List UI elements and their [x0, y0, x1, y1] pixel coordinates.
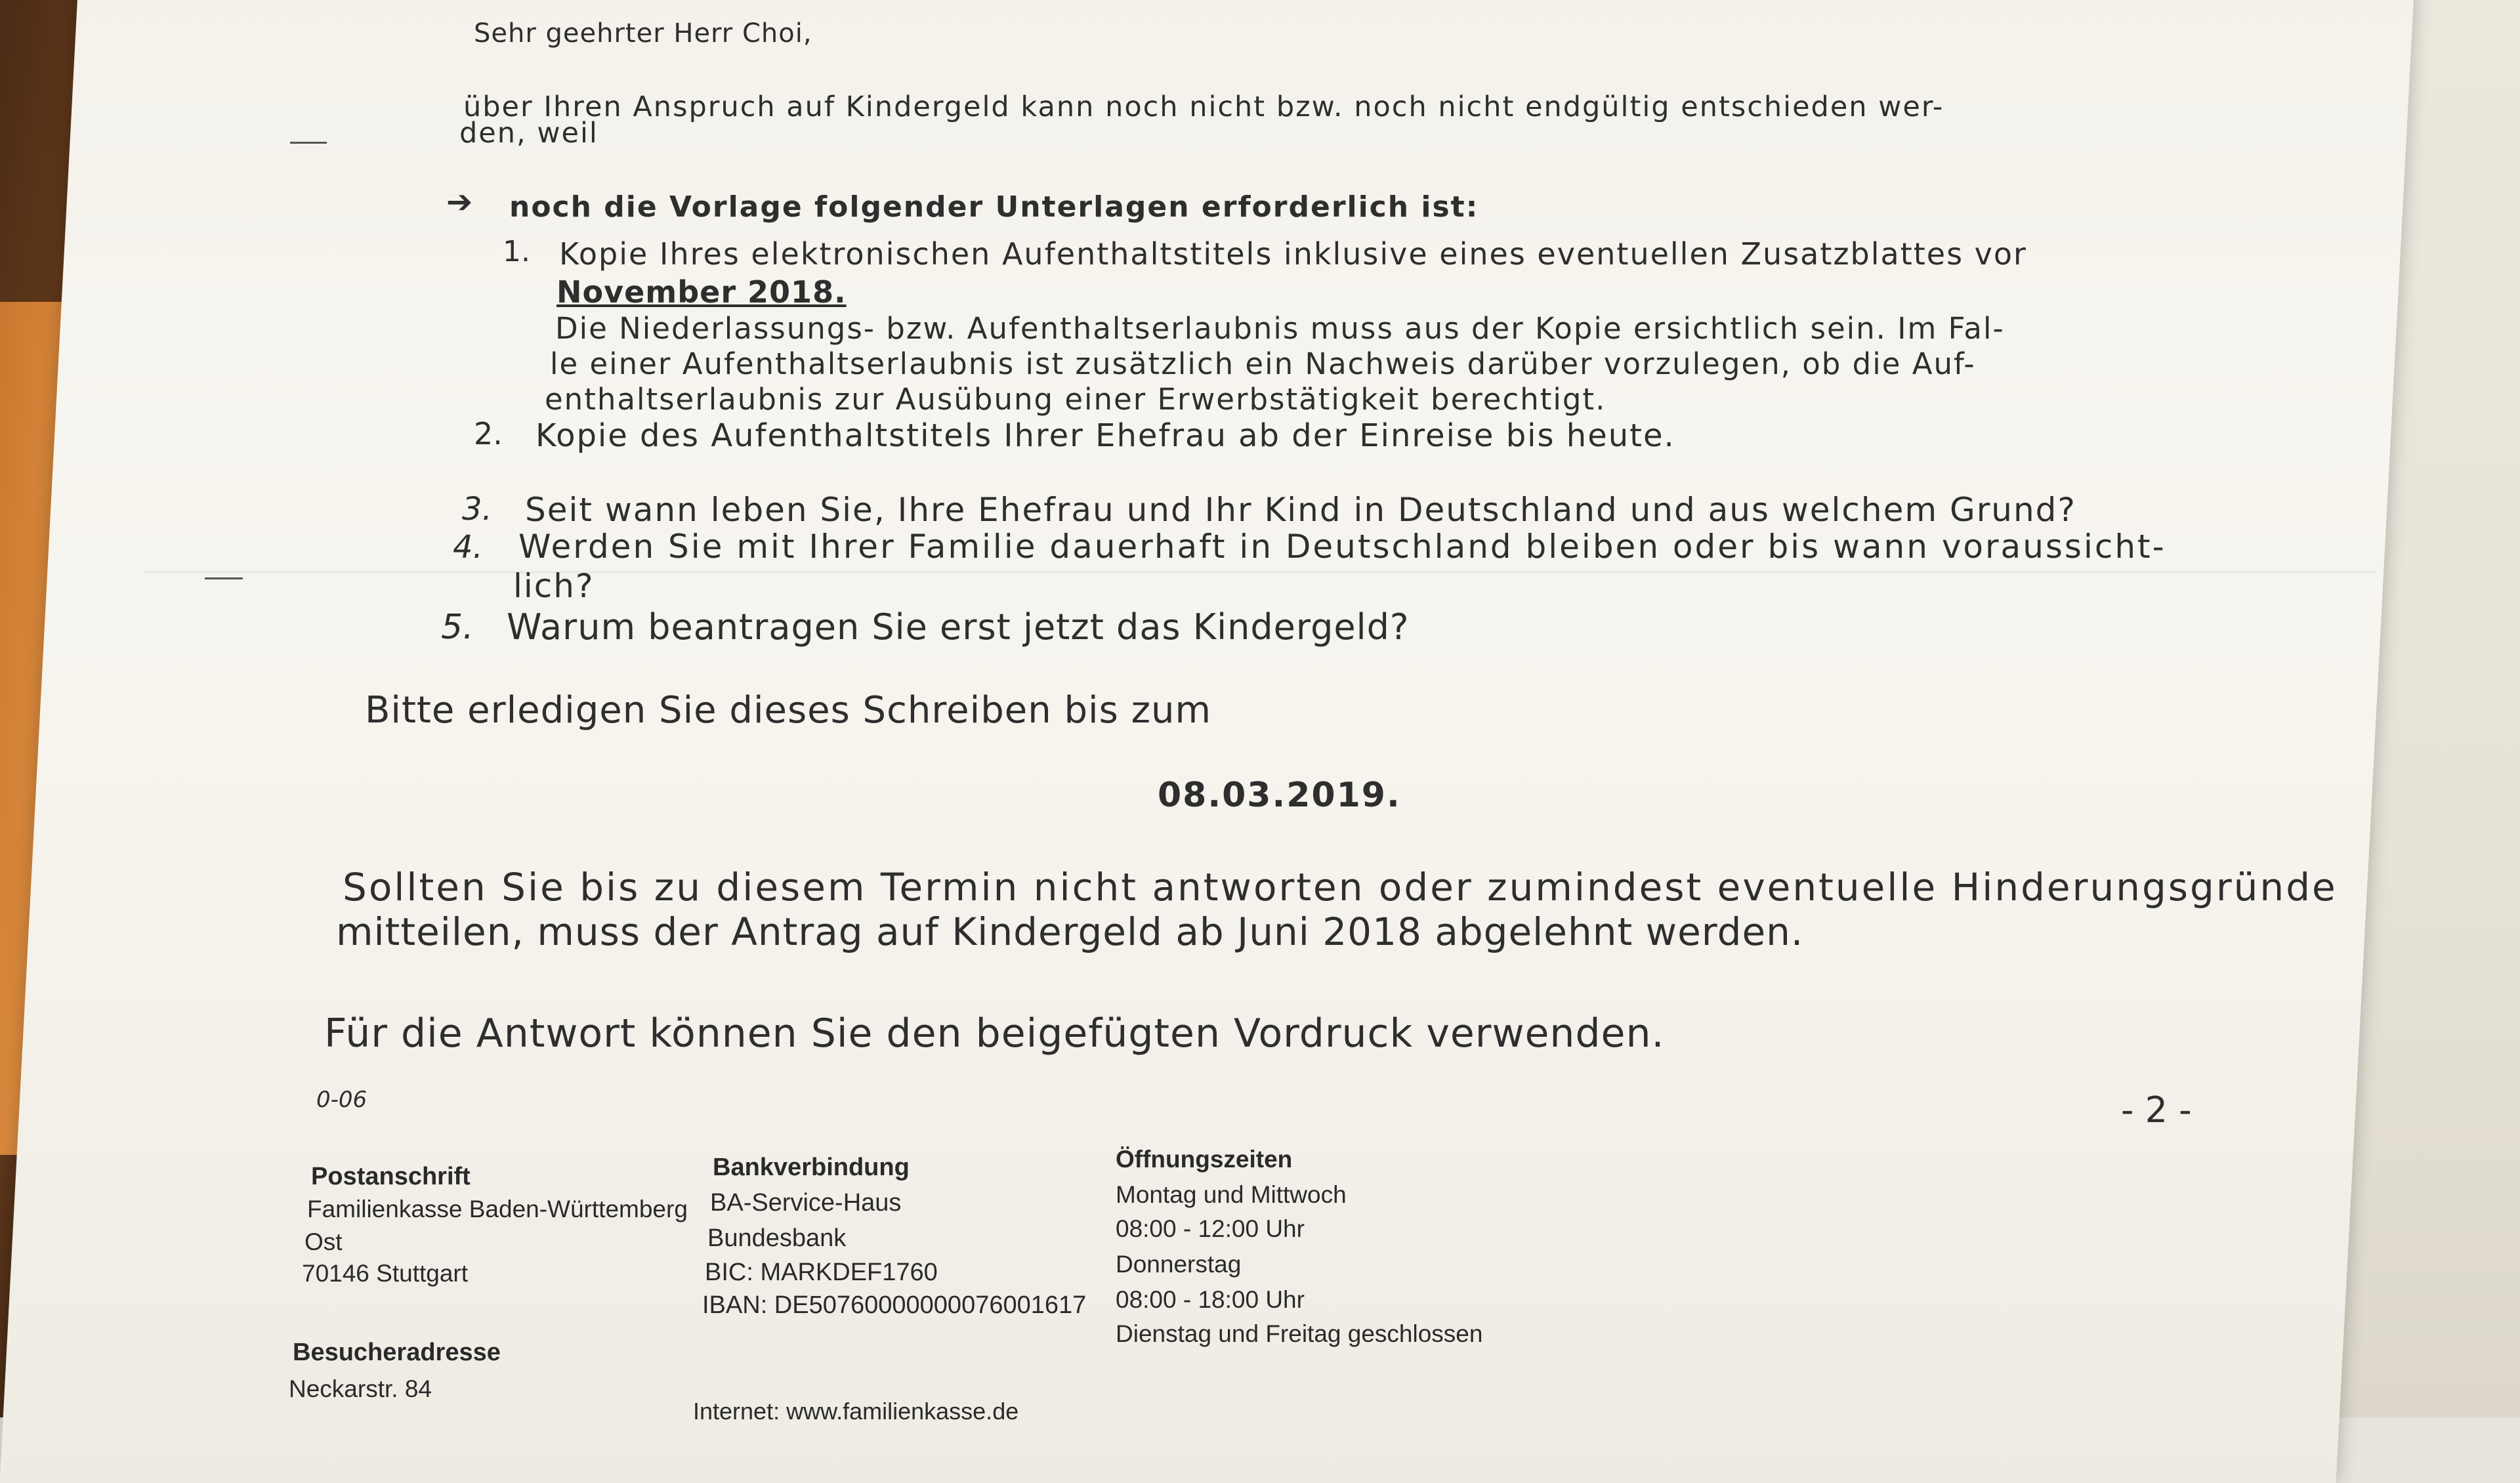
deadline-date: 08.03.2019. [1158, 776, 1401, 815]
footer-bank-line: IBAN: DE50760000000076001617 [702, 1291, 1087, 1319]
salutation: Sehr geehrter Herr Choi, [474, 18, 812, 49]
warning-line-1: Sollten Sie bis zu diesem Termin nicht antworten oder zumindest eventuelle Hinderungsgründe [343, 865, 2338, 909]
footer-hours-line: Donnerstag [1116, 1251, 1242, 1278]
footer-hours-line: 08:00 - 18:00 Uhr [1116, 1286, 1305, 1313]
arrow-right-icon: ➔ [446, 184, 473, 220]
footer-postal-line: Familienkasse Baden-Württemberg [307, 1196, 688, 1222]
list-item-number: 2. [474, 416, 503, 451]
deadline-text: Bitte erledigen Sie dieses Schreiben bis zum [365, 689, 1211, 732]
footer-bank-line: Bundesbank [707, 1224, 847, 1252]
footer-hours-line: Dienstag und Freitag geschlossen [1116, 1320, 1483, 1347]
list-item-4-line-1: Werden Sie mit Ihrer Familie dauerhaft in Deutschland bleiben oder bis wann voraussicht- [518, 528, 2166, 566]
fold-mark-middle [205, 577, 243, 579]
answer-note: Für die Antwort können Sie den beigefügten Vordruck verwenden. [324, 1011, 1665, 1056]
warning-line-2: mitteilen, muss der Antrag auf Kindergeld ab Juni 2018 abgelehnt werden. [336, 909, 1804, 954]
footer-postal-line: 70146 Stuttgart [302, 1260, 469, 1287]
list-item-number: 4. [453, 529, 483, 566]
footer-hours-line: Montag und Mittwoch [1116, 1181, 1347, 1208]
list-item-2-line-1: Kopie des Aufenthaltstitels Ihrer Ehefrau ab der Einreise bis heute. [536, 417, 1675, 454]
list-item-1-line-2: November 2018. [556, 274, 847, 310]
footer-internet: Internet: www.familienkasse.de [693, 1398, 1019, 1425]
list-item-number: 1. [503, 235, 530, 268]
list-item-5-line-1: Warum beantragen Sie erst jetzt das Kindergeld? [507, 606, 1410, 648]
list-item-number: 3. [462, 491, 492, 528]
form-code: 0-06 [316, 1087, 368, 1113]
list-item-1-line-5: enthaltserlaubnis zur Ausübung einer Erwerbstätigkeit berechtigt. [545, 382, 1606, 417]
intro-line-2: den, weil [459, 117, 598, 150]
footer-postal-heading: Postanschrift [311, 1163, 471, 1190]
footer-hours-line: 08:00 - 12:00 Uhr [1116, 1215, 1305, 1242]
footer-bank-heading: Bankverbindung [713, 1154, 910, 1181]
footer-bank-line: BIC: MARKDEF1760 [705, 1259, 938, 1286]
requirement-heading: noch die Vorlage folgender Unterlagen erforderlich ist: [509, 190, 1479, 224]
footer-postal-line: Ost [304, 1228, 343, 1255]
list-item-3-line-1: Seit wann leben Sie, Ihre Ehefrau und Ihr Kind in Deutschland und aus welchem Grund? [525, 491, 2076, 529]
footer-hours-heading: Öffnungszeiten [1116, 1146, 1293, 1173]
list-item-1-line-1: Kopie Ihres elektronischen Aufenthaltstitels inklusive eines eventuellen Zusatzblattes vor [559, 236, 2027, 272]
list-item-4-line-2: lich? [513, 567, 595, 605]
list-item-number: 5. [441, 608, 474, 647]
list-item-1-line-3: Die Niederlassungs- bzw. Aufenthaltserlaubnis muss aus der Kopie ersichtlich sein. Im Fal- [555, 311, 2005, 346]
footer-visitor-line: Neckarstr. 84 [289, 1375, 432, 1402]
footer-bank-line: BA-Service-Haus [710, 1189, 902, 1217]
page-number: - 2 - [2121, 1089, 2192, 1131]
fold-mark-top [290, 142, 327, 144]
footer-visitor-heading: Besucheradresse [293, 1339, 501, 1366]
list-item-1-line-4: le einer Aufenthaltserlaubnis ist zusätzlich ein Nachweis darüber vorzulegen, ob die Auf- [550, 346, 1976, 381]
intro-line-1: über Ihren Anspruch auf Kindergeld kann noch nicht bzw. noch nicht endgültig entschieden wer- [463, 91, 1944, 123]
